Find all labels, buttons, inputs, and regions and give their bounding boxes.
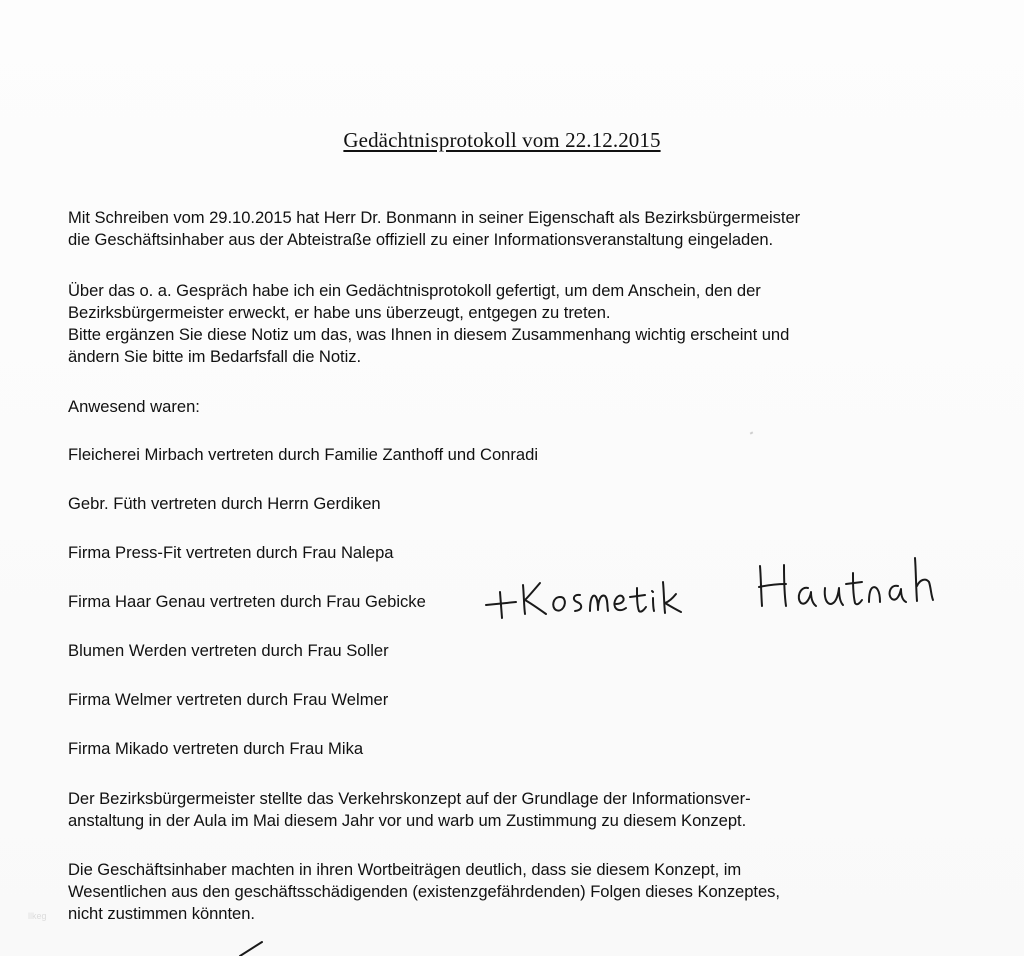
text-line: Bezirksbürgermeister erweckt, er habe uns überzeugt, entgegen zu treten.: [68, 303, 611, 322]
text-line: Bitte ergänzen Sie diese Notiz um das, was Ihnen in diesem Zusammenhang wichtig erscheint und: [68, 325, 790, 344]
attendee-item: Firma Press-Fit vertreten durch Frau Nalepa: [68, 543, 394, 562]
pen-mark: [240, 942, 262, 956]
attendee-item: Firma Welmer vertreten durch Frau Welmer: [68, 690, 389, 709]
text-line: Wesentlichen aus den geschäftsschädigenden (existenzgefährdenden) Folgen dieses Konzeptes,: [68, 882, 780, 901]
handwritten-note-text: [486, 560, 936, 620]
attendee-item: Fleicherei Mirbach vertreten durch Familie Zanthoff und Conradi: [68, 445, 539, 464]
attendee-item: Firma Haar Genau vertreten durch Frau Gebicke: [68, 592, 426, 611]
text-line: ändern Sie bitte im Bedarfsfall die Notiz.: [68, 347, 362, 366]
scan-speck: [750, 431, 754, 434]
text-line: Mit Schreiben vom 29.10.2015 hat Herr Dr. Bonmann in seiner Eigenschaft als Bezirksbürgermeister: [68, 208, 801, 227]
text-line: anstaltung in der Aula im Mai diesem Jahr vor und warb um Zustimmung zu diesem Konzept.: [68, 811, 747, 830]
presentation-paragraph: [68, 788, 968, 832]
attendee-item: Firma Mikado vertreten durch Frau Mika: [68, 739, 364, 758]
text-line: Über das o. a. Gespräch habe ich ein Gedächtnisprotokoll gefertigt, um dem Anschein, den der: [68, 281, 761, 300]
attendee-item: Blumen Werden vertreten durch Frau Soller: [68, 641, 389, 660]
text-line: nicht zustimmen könnten.: [68, 904, 255, 923]
intro-paragraph: [68, 207, 968, 251]
watermark-text: llkeg: [28, 911, 47, 921]
attendees-heading: Anwesend waren:: [68, 397, 200, 416]
page-title: Gedächtnisprotokoll vom 22.12.2015: [343, 128, 661, 152]
text-line: die Geschäftsinhaber aus der Abteistraße offiziell zu einer Informationsveranstaltung eingeladen.: [68, 230, 774, 249]
attendee-item: Gebr. Füth vertreten durch Herrn Gerdiken: [68, 494, 381, 513]
text-line: Der Bezirksbürgermeister stellte das Verkehrskonzept auf der Grundlage der Informationsver-: [68, 789, 751, 808]
text-line: Die Geschäftsinhaber machten in ihren Wortbeiträgen deutlich, dass sie diesem Konzept, im: [68, 860, 742, 879]
purpose-paragraph: [68, 280, 968, 368]
response-paragraph: [68, 859, 968, 925]
